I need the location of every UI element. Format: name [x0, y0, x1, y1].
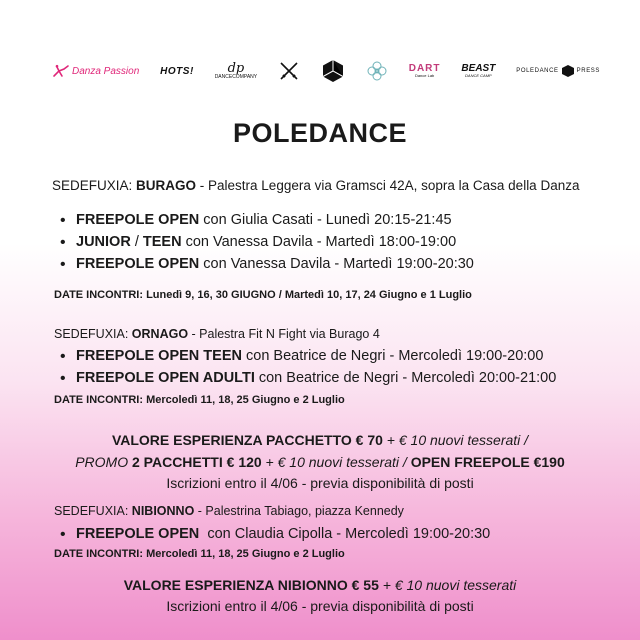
sponsor-logos	[52, 54, 600, 88]
registration-note: Iscrizioni entro il 4/06 - previa disponibilità di posti	[166, 598, 474, 614]
dates-line: DATE INCONTRI: Mercoledì 11, 18, 25 Giugno e 2 Luglio	[54, 394, 345, 406]
venue-line-ornago: SEDEFUXIA: ORNAGO - Palestra Fit N Fight via Burago 4	[54, 327, 380, 341]
dates-line: DATE INCONTRI: Mercoledì 11, 18, 25 Giugno e 2 Luglio	[54, 548, 345, 560]
course-item: • FREEPOLE OPEN con Giulia Casati - Lunedì 20:15-21:45	[62, 212, 452, 228]
flower-logo	[366, 60, 388, 82]
pricing-line-2: PROMO 2 PACCHETTI € 120 + € 10 nuovi tesserati / OPEN FREEPOLE €190	[75, 454, 565, 470]
venue-line-nibionno: SEDEFUXIA: NIBIONNO - Palestrina Tabiago, piazza Kennedy	[54, 504, 404, 518]
course-item: • FREEPOLE OPEN TEEN con Beatrice de Negri - Mercoledì 19:00-20:00	[62, 348, 543, 364]
dance-company-logo: dp DANCECOMPANY	[214, 61, 258, 80]
page-title: POLEDANCE	[232, 118, 407, 148]
venue-line-burago: SEDEFUXIA: BURAGO - Palestra Leggera via Gramsci 42A, sopra la Casa della Danza	[52, 178, 580, 193]
danza-passion-logo: Danza Passion	[52, 64, 139, 78]
hots-logo: HOTS!	[160, 65, 194, 77]
cube-icon	[562, 65, 574, 77]
pricing-line-1: VALORE ESPERIENZA PACCHETTO € 70 + € 10 nuovi tesserati /	[111, 432, 529, 448]
hexagon-logo	[321, 59, 345, 83]
crossed-swords-logo	[278, 60, 300, 82]
course-item: • FREEPOLE OPEN ADULTI con Beatrice de Negri - Mercoledì 20:00-21:00	[62, 370, 556, 386]
course-item: • JUNIOR / TEEN con Vanessa Davila - Martedì 18:00-19:00	[62, 234, 456, 250]
flower-icon	[366, 60, 388, 82]
registration-note: Iscrizioni entro il 4/06 - previa disponibilità di posti	[166, 475, 474, 491]
course-item: • FREEPOLE OPEN con Vanessa Davila - Martedì 19:00-20:30	[62, 256, 474, 272]
poledance-press-logo: POLEDANCE PRESS	[516, 65, 600, 77]
crossed-swords-icon	[278, 60, 300, 82]
hexagon-icon	[321, 59, 345, 83]
dancer-icon	[52, 64, 70, 78]
dart-logo: DART Dance Lab	[408, 63, 441, 78]
pricing-nibionno-line: VALORE ESPERIENZA NIBIONNO € 55 + € 10 nuovi tesserati	[123, 577, 517, 593]
dates-line: DATE INCONTRI: Lunedì 9, 16, 30 GIUGNO / Martedì 10, 17, 24 Giugno e 1 Luglio	[54, 289, 472, 301]
dance-company-mark: dp	[227, 61, 245, 76]
beast-logo: BEAST DANCE CAMP	[461, 63, 496, 78]
course-item: • FREEPOLE OPEN con Claudia Cipolla - Mercoledì 19:00-20:30	[62, 526, 490, 542]
